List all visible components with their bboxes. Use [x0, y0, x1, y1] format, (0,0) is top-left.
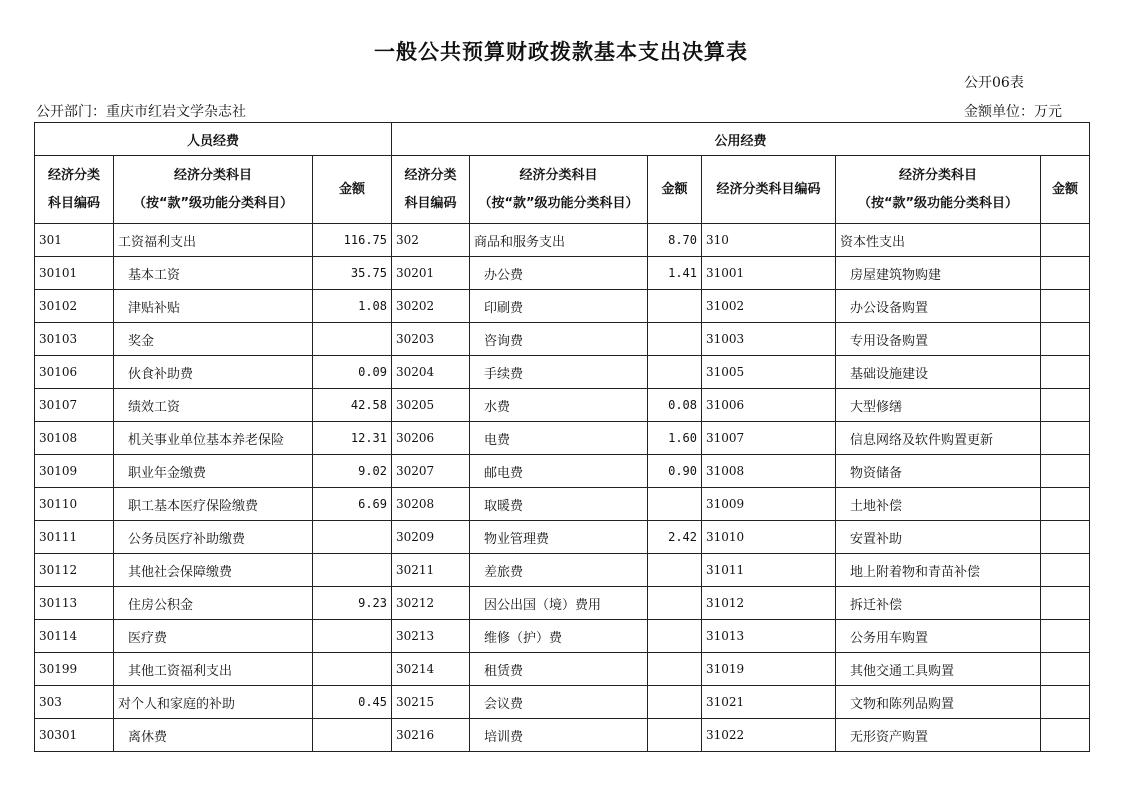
amount-cell: [1041, 356, 1090, 389]
item-name-cell: 培训费: [470, 719, 648, 752]
item-name-cell: 取暖费: [470, 488, 648, 521]
item-name-cell: 专用设备购置: [836, 323, 1041, 356]
item-name-cell: 信息网络及软件购置更新: [836, 422, 1041, 455]
table-row: [35, 686, 1090, 719]
column-header-code: 经济分类 科目编码: [392, 156, 470, 224]
item-name-cell: 因公出国（境）费用: [470, 587, 648, 620]
item-name-cell: 办公设备购置: [836, 290, 1041, 323]
economic-code-cell: 303: [35, 686, 114, 719]
amount-cell: [1041, 455, 1090, 488]
economic-code-cell: 31005: [702, 356, 836, 389]
economic-code-cell: 310: [702, 224, 836, 257]
item-name-cell: 拆迁补偿: [836, 587, 1041, 620]
column-header-item: 经济分类科目 （按“款”级功能分类科目）: [836, 156, 1041, 224]
column-header-item: 经济分类科目 （按“款”级功能分类科目）: [114, 156, 313, 224]
economic-code-cell: 31021: [702, 686, 836, 719]
amount-cell: [648, 587, 702, 620]
item-name-cell: 住房公积金: [114, 587, 313, 620]
economic-code-cell: 31019: [702, 653, 836, 686]
item-name-cell: 差旅费: [470, 554, 648, 587]
item-name-cell: 工资福利支出: [114, 224, 313, 257]
amount-cell: [1041, 224, 1090, 257]
amount-cell: [648, 653, 702, 686]
table-row: [35, 356, 1090, 389]
group-header-public: 公用经费: [392, 123, 1090, 156]
economic-code-cell: 31013: [702, 620, 836, 653]
item-name-cell: 房屋建筑物购建: [836, 257, 1041, 290]
group-header-personnel: 人员经费: [35, 123, 392, 156]
item-name-cell: 津贴补贴: [114, 290, 313, 323]
item-name-cell: 医疗费: [114, 620, 313, 653]
item-name-cell: 基础设施建设: [836, 356, 1041, 389]
amount-cell: 35.75: [313, 257, 392, 290]
economic-code-cell: 30110: [35, 488, 114, 521]
amount-cell: 0.08: [648, 389, 702, 422]
amount-cell: [648, 356, 702, 389]
economic-code-cell: 30201: [392, 257, 470, 290]
economic-code-cell: 30101: [35, 257, 114, 290]
amount-cell: [1041, 257, 1090, 290]
item-name-cell: 维修（护）费: [470, 620, 648, 653]
amount-cell: [648, 290, 702, 323]
amount-cell: [1041, 389, 1090, 422]
economic-code-cell: 31010: [702, 521, 836, 554]
amount-cell: 1.41: [648, 257, 702, 290]
economic-code-cell: 30212: [392, 587, 470, 620]
economic-code-cell: 30106: [35, 356, 114, 389]
economic-code-cell: 30102: [35, 290, 114, 323]
item-name-cell: 租赁费: [470, 653, 648, 686]
item-name-cell: 资本性支出: [836, 224, 1041, 257]
amount-cell: [648, 719, 702, 752]
economic-code-cell: 30208: [392, 488, 470, 521]
economic-code-cell: 302: [392, 224, 470, 257]
economic-code-cell: 31009: [702, 488, 836, 521]
economic-code-cell: 30112: [35, 554, 114, 587]
table-row: [35, 587, 1090, 620]
amount-cell: [648, 323, 702, 356]
item-name-cell: 电费: [470, 422, 648, 455]
item-name-cell: 绩效工资: [114, 389, 313, 422]
economic-code-cell: 30205: [392, 389, 470, 422]
item-name-cell: 离休费: [114, 719, 313, 752]
amount-cell: 12.31: [313, 422, 392, 455]
table-row: [35, 422, 1090, 455]
item-name-cell: 公务用车购置: [836, 620, 1041, 653]
amount-cell: [1041, 554, 1090, 587]
amount-cell: [313, 719, 392, 752]
item-name-cell: 会议费: [470, 686, 648, 719]
economic-code-cell: 31002: [702, 290, 836, 323]
economic-code-cell: 30103: [35, 323, 114, 356]
table-row: [35, 554, 1090, 587]
economic-code-cell: 31007: [702, 422, 836, 455]
column-header-amount: 金额: [1041, 156, 1090, 224]
economic-code-cell: 31003: [702, 323, 836, 356]
table-body: [35, 224, 1090, 752]
economic-code-cell: 30114: [35, 620, 114, 653]
amount-cell: [1041, 653, 1090, 686]
economic-code-cell: 30108: [35, 422, 114, 455]
economic-code-cell: 30209: [392, 521, 470, 554]
economic-code-cell: 30109: [35, 455, 114, 488]
table-row: [35, 389, 1090, 422]
amount-cell: [1041, 290, 1090, 323]
column-header-amount: 金额: [313, 156, 392, 224]
item-name-cell: 咨询费: [470, 323, 648, 356]
economic-code-cell: 31012: [702, 587, 836, 620]
amount-cell: [1041, 521, 1090, 554]
amount-cell: [1041, 686, 1090, 719]
column-header-code: 经济分类科目编码: [702, 156, 836, 224]
item-name-cell: 物业管理费: [470, 521, 648, 554]
amount-cell: 1.60: [648, 422, 702, 455]
economic-code-cell: 31008: [702, 455, 836, 488]
item-name-cell: 文物和陈列品购置: [836, 686, 1041, 719]
amount-cell: [313, 554, 392, 587]
table-row: [35, 257, 1090, 290]
item-name-cell: 职工基本医疗保险缴费: [114, 488, 313, 521]
item-name-cell: 办公费: [470, 257, 648, 290]
amount-cell: 9.02: [313, 455, 392, 488]
item-name-cell: 安置补助: [836, 521, 1041, 554]
amount-cell: 1.08: [313, 290, 392, 323]
amount-cell: [648, 554, 702, 587]
item-name-cell: 大型修缮: [836, 389, 1041, 422]
economic-code-cell: 31022: [702, 719, 836, 752]
column-header-code: 经济分类 科目编码: [35, 156, 114, 224]
economic-code-cell: 30301: [35, 719, 114, 752]
item-name-cell: 基本工资: [114, 257, 313, 290]
economic-code-cell: 31006: [702, 389, 836, 422]
amount-cell: 6.69: [313, 488, 392, 521]
item-name-cell: 水费: [470, 389, 648, 422]
amount-cell: [1041, 422, 1090, 455]
economic-code-cell: 30213: [392, 620, 470, 653]
item-name-cell: 其他工资福利支出: [114, 653, 313, 686]
table-row: [35, 488, 1090, 521]
economic-code-cell: 30216: [392, 719, 470, 752]
item-name-cell: 地上附着物和青苗补偿: [836, 554, 1041, 587]
item-name-cell: 物资储备: [836, 455, 1041, 488]
item-name-cell: 职业年金缴费: [114, 455, 313, 488]
expenditure-table: [34, 122, 1090, 752]
economic-code-cell: 30113: [35, 587, 114, 620]
economic-code-cell: 31001: [702, 257, 836, 290]
economic-code-cell: 301: [35, 224, 114, 257]
item-name-cell: 商品和服务支出: [470, 224, 648, 257]
economic-code-cell: 30107: [35, 389, 114, 422]
economic-code-cell: 31011: [702, 554, 836, 587]
page-title: 一般公共预算财政拨款基本支出决算表: [374, 40, 748, 64]
economic-code-cell: 30211: [392, 554, 470, 587]
economic-code-cell: 30202: [392, 290, 470, 323]
amount-cell: 0.90: [648, 455, 702, 488]
amount-cell: [313, 653, 392, 686]
item-name-cell: 邮电费: [470, 455, 648, 488]
item-name-cell: 无形资产购置: [836, 719, 1041, 752]
amount-cell: [648, 488, 702, 521]
amount-cell: 42.58: [313, 389, 392, 422]
amount-cell: [648, 620, 702, 653]
amount-cell: 116.75: [313, 224, 392, 257]
economic-code-cell: 30203: [392, 323, 470, 356]
table-row: [35, 521, 1090, 554]
table-number: 公开06表: [964, 75, 1024, 91]
table-row: [35, 653, 1090, 686]
economic-code-cell: 30204: [392, 356, 470, 389]
amount-cell: [313, 521, 392, 554]
economic-code-cell: 30207: [392, 455, 470, 488]
department-label: 公开部门：重庆市红岩文学杂志社: [36, 104, 246, 120]
item-name-cell: 印刷费: [470, 290, 648, 323]
item-name-cell: 土地补偿: [836, 488, 1041, 521]
table-row: [35, 290, 1090, 323]
item-name-cell: 公务员医疗补助缴费: [114, 521, 313, 554]
item-name-cell: 其他社会保障缴费: [114, 554, 313, 587]
amount-cell: [1041, 323, 1090, 356]
amount-cell: [648, 686, 702, 719]
amount-cell: 8.70: [648, 224, 702, 257]
table-row: [35, 455, 1090, 488]
table-row: [35, 224, 1090, 257]
column-header-item: 经济分类科目 （按“款”级功能分类科目）: [470, 156, 648, 224]
economic-code-cell: 30206: [392, 422, 470, 455]
amount-cell: [313, 323, 392, 356]
economic-code-cell: 30199: [35, 653, 114, 686]
amount-cell: 2.42: [648, 521, 702, 554]
economic-code-cell: 30215: [392, 686, 470, 719]
item-name-cell: 手续费: [470, 356, 648, 389]
table-row: [35, 719, 1090, 752]
item-name-cell: 机关事业单位基本养老保险: [114, 422, 313, 455]
economic-code-cell: 30111: [35, 521, 114, 554]
table-row: [35, 323, 1090, 356]
table-row: [35, 620, 1090, 653]
amount-cell: [1041, 488, 1090, 521]
amount-cell: 0.09: [313, 356, 392, 389]
column-header-amount: 金额: [648, 156, 702, 224]
amount-cell: [1041, 587, 1090, 620]
item-name-cell: 伙食补助费: [114, 356, 313, 389]
amount-cell: [1041, 719, 1090, 752]
amount-cell: [1041, 620, 1090, 653]
economic-code-cell: 30214: [392, 653, 470, 686]
item-name-cell: 其他交通工具购置: [836, 653, 1041, 686]
item-name-cell: 对个人和家庭的补助: [114, 686, 313, 719]
item-name-cell: 奖金: [114, 323, 313, 356]
amount-cell: 9.23: [313, 587, 392, 620]
unit-label: 金额单位：万元: [964, 104, 1062, 120]
amount-cell: [313, 620, 392, 653]
amount-cell: 0.45: [313, 686, 392, 719]
